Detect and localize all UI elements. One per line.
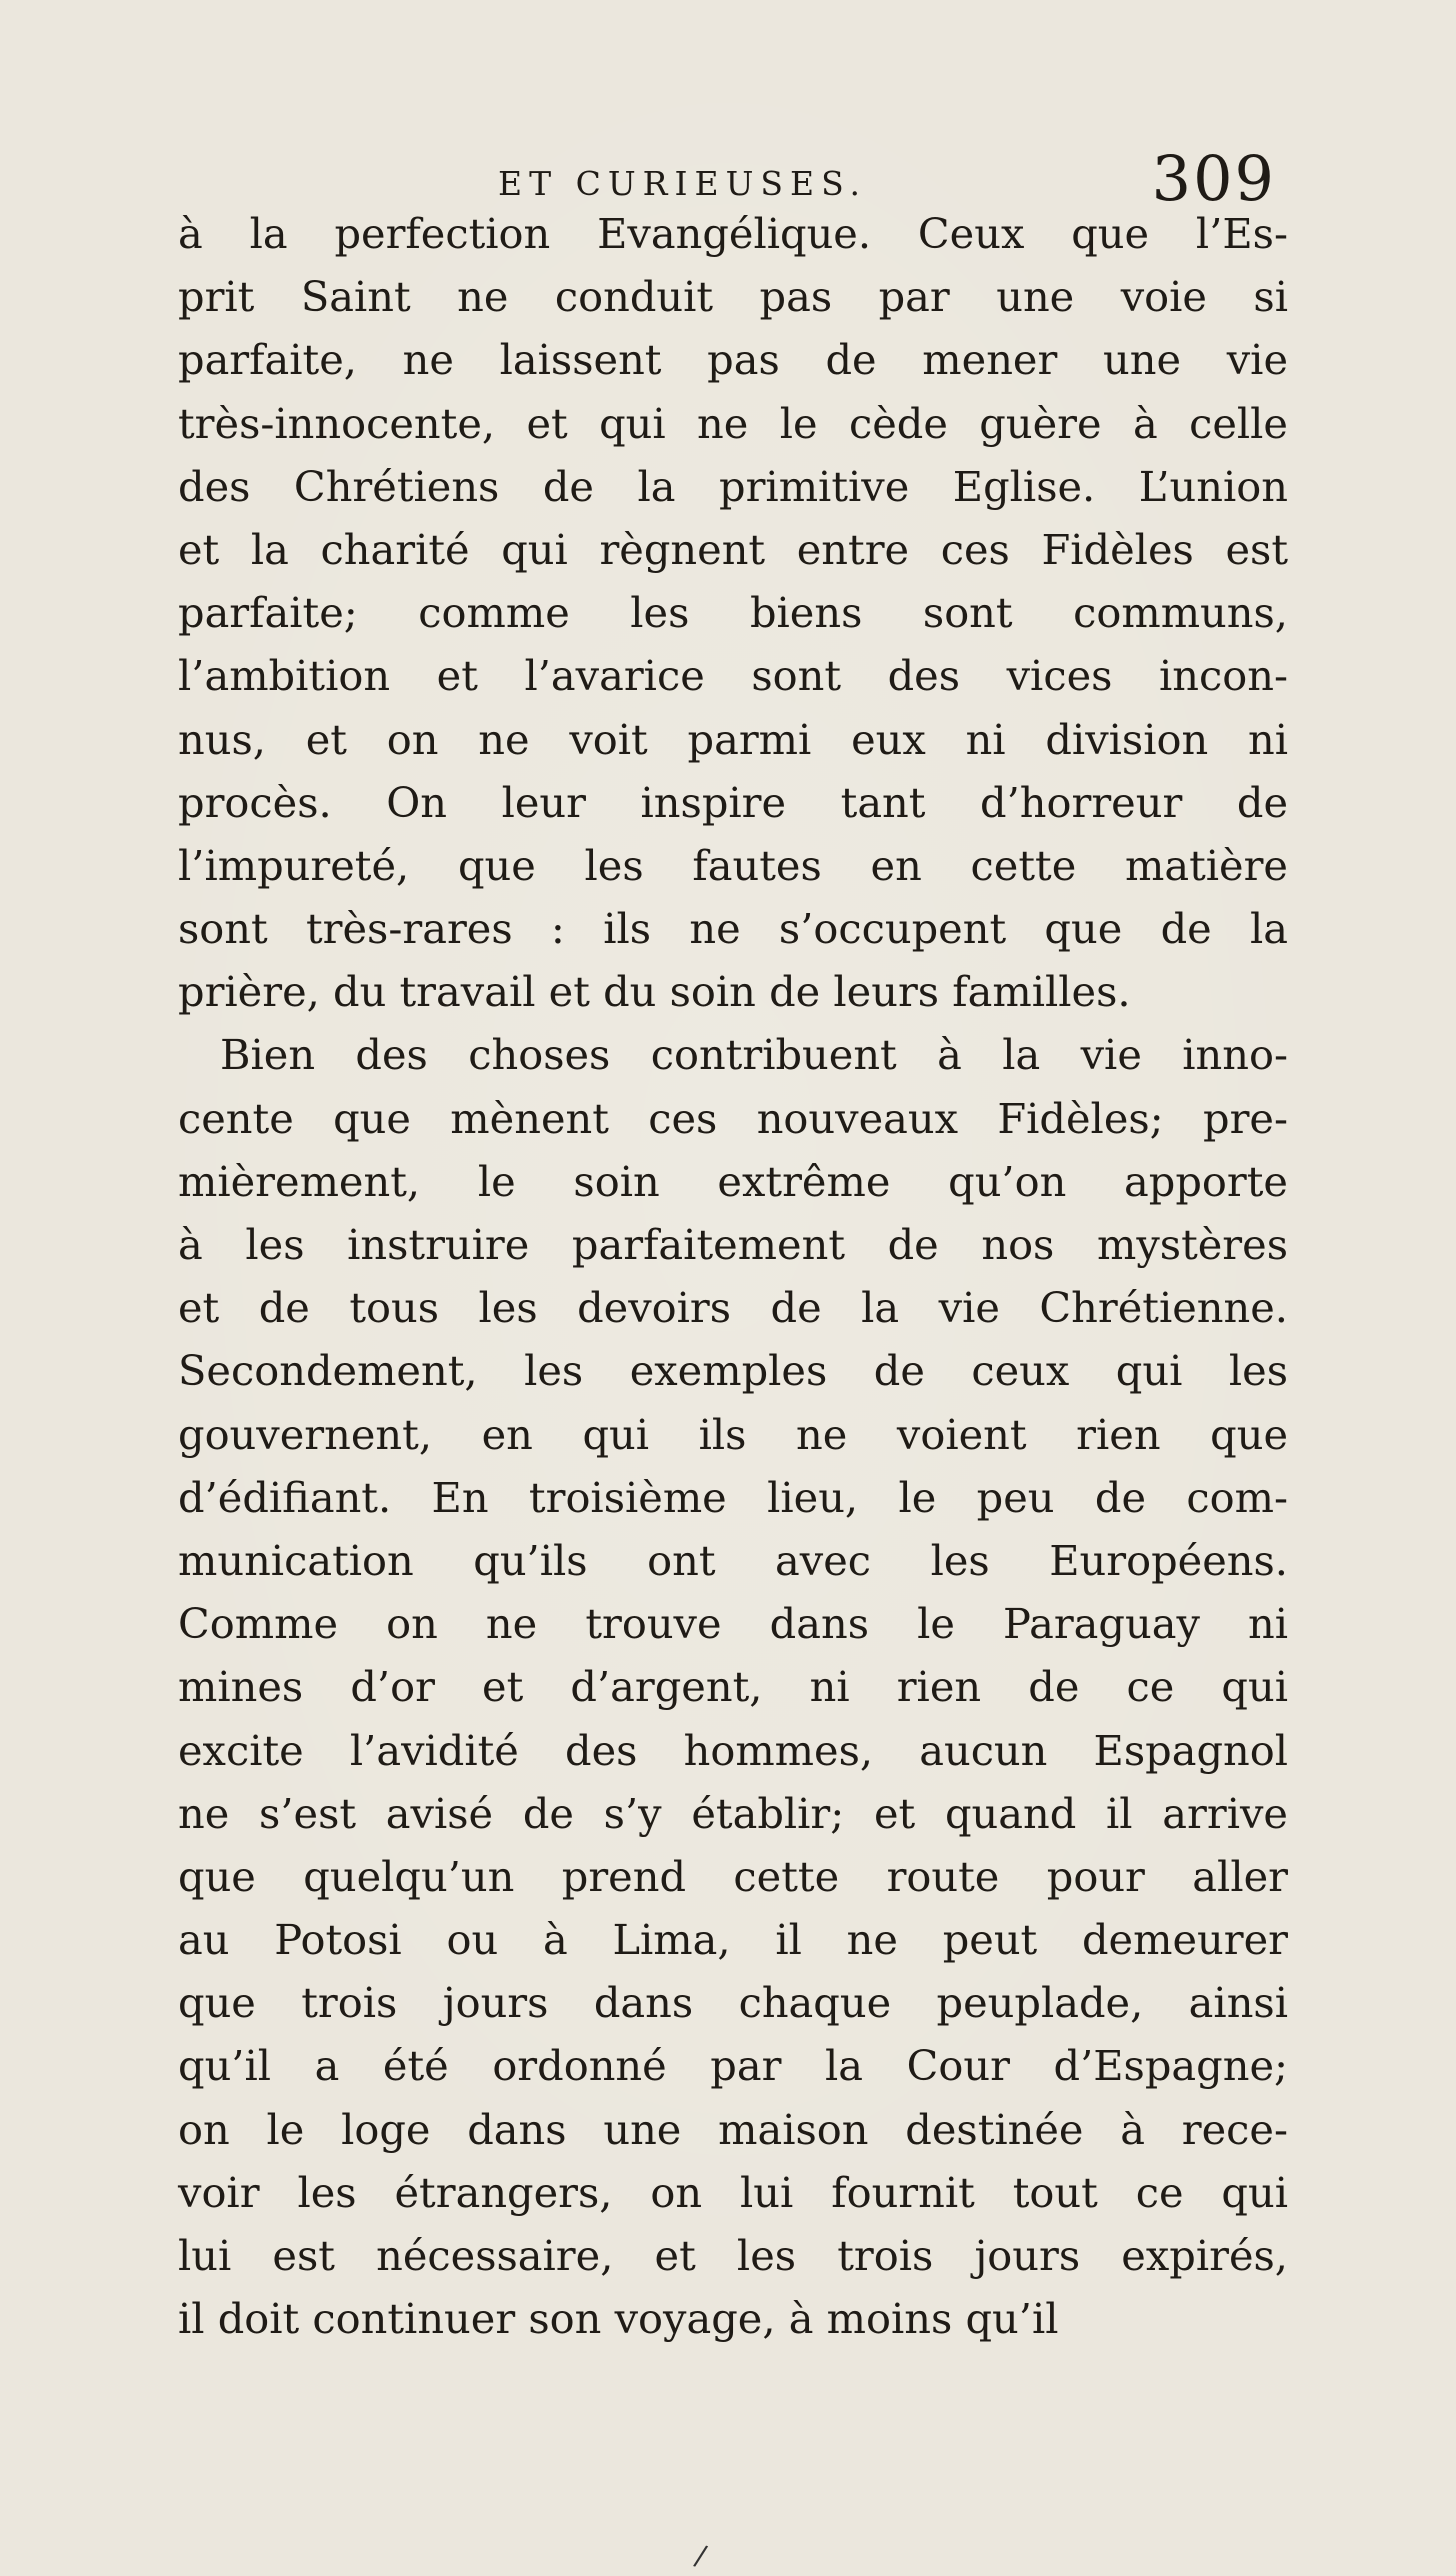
- text-line-22: munication qu’ils ont avec les Européens.: [178, 1535, 1288, 1585]
- text-line-6: et la charité qui règnent entre ces Fidèles est: [178, 524, 1288, 574]
- text-line-21: d’édifiant. En troisième lieu, le peu de com-: [178, 1472, 1288, 1522]
- text-line-8: l’ambition et l’avarice sont des vices incon-: [178, 651, 1288, 701]
- text-line-25: excite l’avidité des hommes, aucun Espagnol: [178, 1725, 1288, 1775]
- text-line-7: parfaite; comme les biens sont communs,: [178, 588, 1288, 638]
- body-text: [178, 202, 1288, 2350]
- text-line-32: voir les étrangers, on lui fournit tout ce qui: [178, 2167, 1288, 2217]
- text-line-31: on le loge dans une maison destinée à rece-: [178, 2104, 1288, 2154]
- text-line-20: gouvernent, en qui ils ne voient rien que: [178, 1409, 1288, 1459]
- text-line-27: que quelqu’un prend cette route pour aller: [178, 1851, 1288, 1901]
- text-line-3: parfaite, ne laissent pas de mener une vie: [178, 335, 1288, 385]
- text-line-1: à la perfection Evangélique. Ceux que l’Es-: [178, 209, 1288, 258]
- text-line-2: prit Saint ne conduit pas par une voie si: [178, 272, 1288, 322]
- text-line-24: mines d’or et d’argent, ni rien de ce qui: [178, 1662, 1288, 1712]
- text-line-5: des Chrétiens de la primitive Eglise. L’union: [178, 461, 1288, 511]
- text-line-30: qu’il a été ordonné par la Cour d’Espagne;: [178, 2041, 1288, 2091]
- text-line-4: très-innocente, et qui ne le cède guère à celle: [178, 398, 1288, 448]
- text-line-33: lui est nécessaire, et les trois jours expirés,: [178, 2231, 1288, 2280]
- text-line-13: prière, du travail et du soin de leurs familles.: [178, 967, 1131, 1017]
- text-line-16: mièrement, le soin extrême qu’on apporte: [178, 1156, 1288, 1206]
- text-line-29: que trois jours dans chaque peuplade, ainsi: [178, 1978, 1288, 2028]
- text-line-23: Comme on ne trouve dans le Paraguay ni: [178, 1599, 1288, 1649]
- text-line-15: cente que mènent ces nouveaux Fidèles; pre-: [178, 1093, 1288, 1143]
- text-line-26: ne s’est avisé de s’y établir; et quand il arrive: [178, 1788, 1288, 1838]
- text-line-10: procès. On leur inspire tant d’horreur de: [178, 777, 1288, 827]
- text-line-12: sont très-rares : ils ne s’occupent que de la: [178, 904, 1288, 954]
- text-line-17: à les instruire parfaitement de nos mystères: [178, 1220, 1288, 1269]
- text-line-11: l’impureté, que les fautes en cette matière: [178, 840, 1288, 890]
- running-head: ET CURIEUSES.: [498, 164, 868, 203]
- page-number: 309: [1151, 142, 1276, 215]
- text-line-14: Bien des choses contribuent à la vie inno-: [220, 1030, 1288, 1080]
- text-line-19: Secondement, les exemples de ceux qui les: [178, 1346, 1288, 1396]
- text-line-9: nus, et on ne voit parmi eux ni division ni: [178, 714, 1288, 764]
- text-line-18: et de tous les devoirs de la vie Chrétienne.: [178, 1283, 1288, 1333]
- footer-mark: /: [691, 2538, 710, 2573]
- text-line-28: au Potosi ou à Lima, il ne peut demeurer: [178, 1915, 1288, 1965]
- text-line-34: il doit continuer son voyage, à moins qu’il: [178, 2294, 1059, 2344]
